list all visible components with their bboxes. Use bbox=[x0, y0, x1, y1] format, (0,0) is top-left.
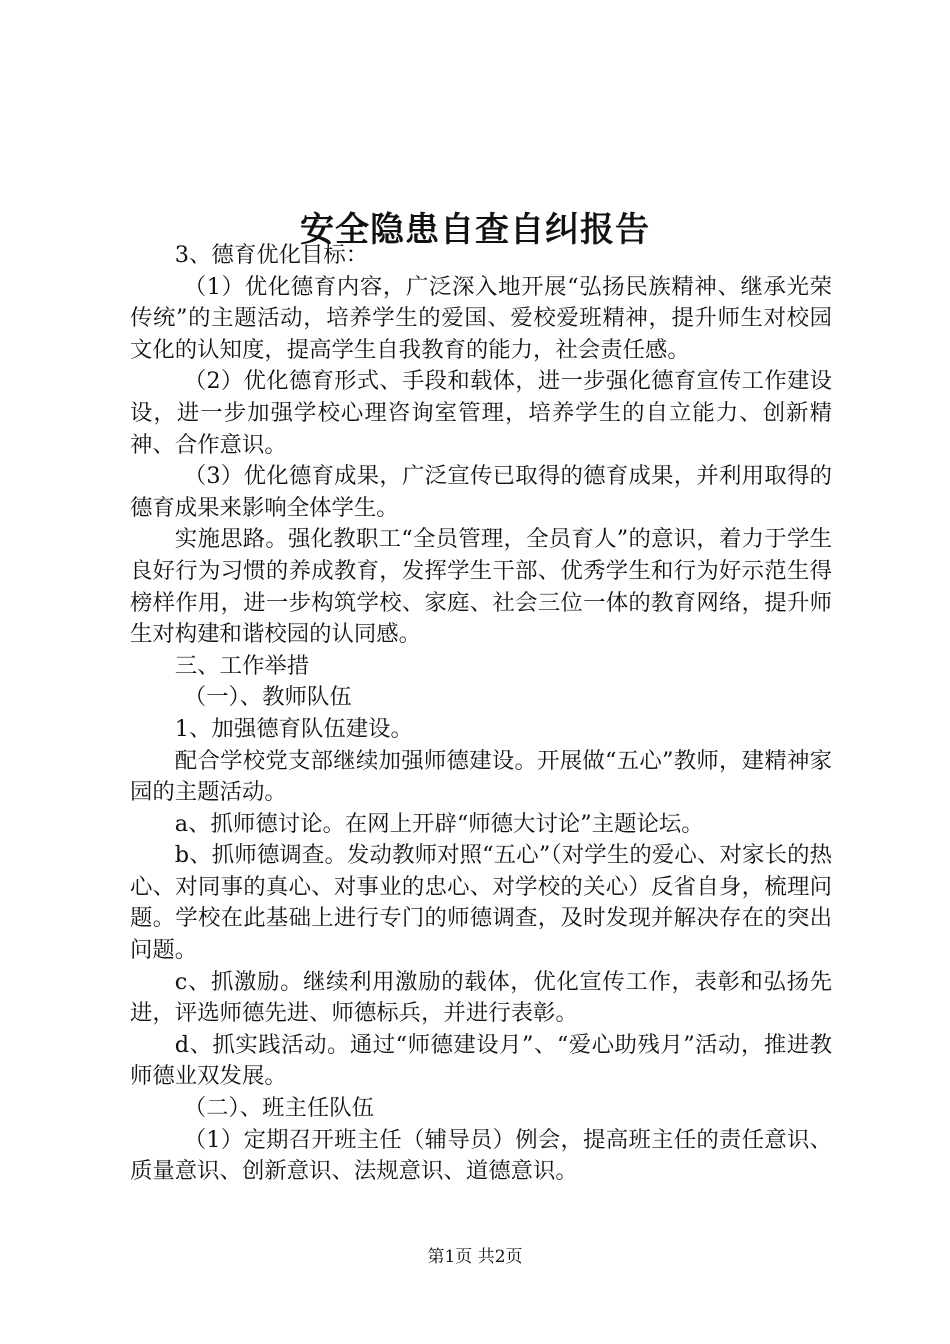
paragraph-approach: 实施思路。强化教职工“全员管理，全员育人”的意识，着力于学生良好行为习惯的养成教育，发挥学生干部、优秀学生和行为好示范生得榜样作用，进一步构筑学校、家庭、社会三位一体的教育网络，提升师生对构建和谐校园的认同感。 bbox=[130, 526, 832, 648]
subsection-heading-class-teachers: （二）、班主任队伍 bbox=[183, 1095, 375, 1122]
paragraph-goal-1: （1）优化德育内容，广泛深入地开展“弘扬民族精神、继承光荣传统”的主题活动，培养学生的爱国、爱校爱班精神，提升师生对校园文化的认知度，提高学生自我教育的能力，社会责任感。 bbox=[130, 273, 832, 363]
page-footer: 第1页 共2页 bbox=[427, 1247, 523, 1267]
paragraph-item-b: b、抓师德调查。发动教师对照“五心”（对学生的爱心、对家长的热心、对同事的真心、对事业的忠心、对学校的关心）反省自身，梳理问题。学校在此基础上进行专门的师德调查，及时发现并解决存在的突出问题。 bbox=[130, 842, 832, 964]
page-title: 安全隐患自查自纠报告 bbox=[300, 209, 650, 250]
document-body bbox=[130, 240, 832, 1188]
item-heading-team-building: 1、加强德育队伍建设。 bbox=[174, 715, 413, 742]
paragraph-item-a: a、抓师德讨论。在网上开辟“师德大讨论”主题论坛。 bbox=[174, 810, 704, 837]
paragraph-goal-heading: 3、德育优化目标： bbox=[174, 242, 369, 268]
paragraph-goal-3: （3）优化德育成果，广泛宣传已取得的德育成果，并利用取得的德育成果来影响全体学生。 bbox=[130, 463, 832, 521]
section-heading-measures: 三、工作举措 bbox=[174, 652, 310, 679]
paragraph-goal-2: （2）优化德育形式、手段和载体，进一步强化德育宣传工作建设设，进一步加强学校心理咨询室管理，培养学生的自立能力、创新精神、合作意识。 bbox=[130, 368, 832, 458]
paragraph-item-c: c、抓激励。继续利用激励的载体，优化宣传工作，表彰和弘扬先进，评选师德先进、师德标兵，并进行表彰。 bbox=[130, 968, 832, 1027]
paragraph-cooperation: 配合学校党支部继续加强师德建设。开展做“五心”教师，建精神家园的主题活动。 bbox=[130, 747, 832, 806]
subsection-heading-teachers: （一）、教师队伍 bbox=[183, 684, 352, 711]
paragraph-item-d: d、抓实践活动。通过“师德建设月”、“爱心助残月”活动，推进教师德业双发展。 bbox=[130, 1031, 832, 1090]
paragraph-class-teacher-1: （1）定期召开班主任（辅导员）例会，提高班主任的责任意识、质量意识、创新意识、法规意识、道德意识。 bbox=[130, 1126, 832, 1185]
